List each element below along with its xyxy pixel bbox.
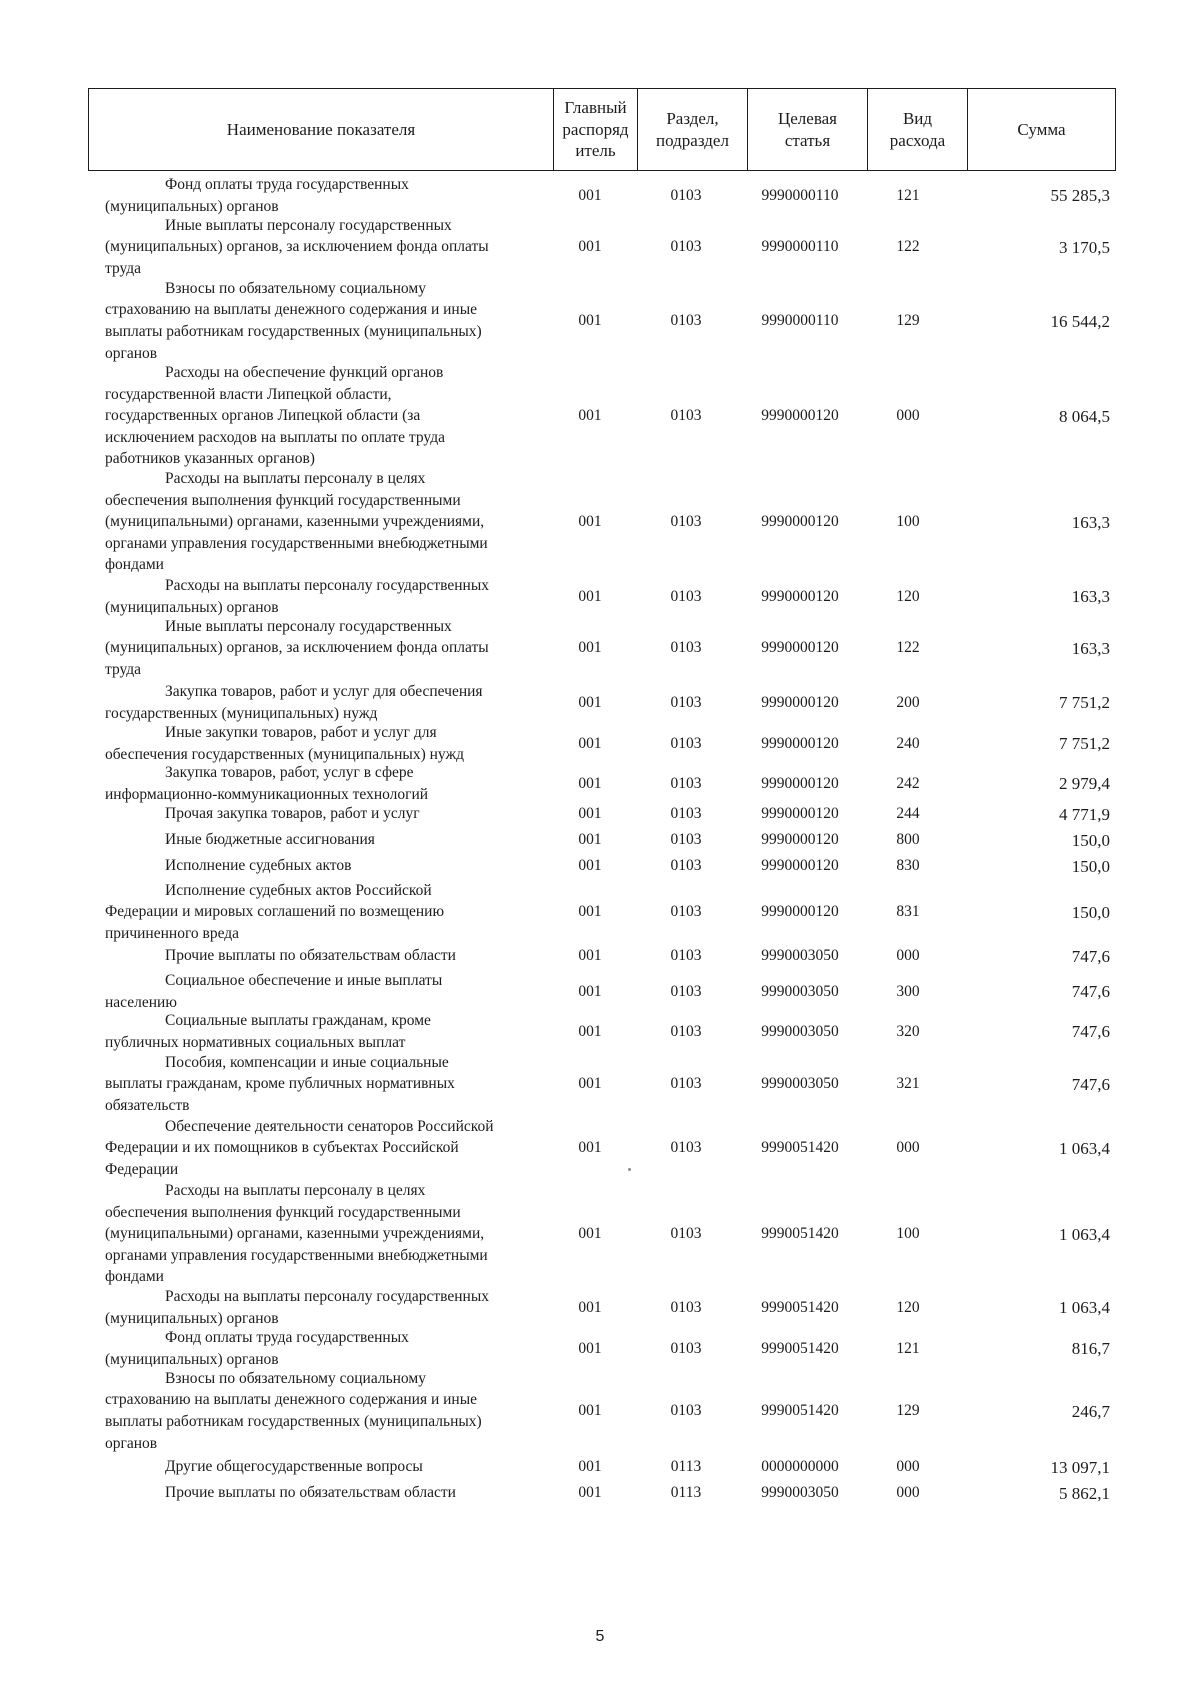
row-name-line: Иные бюджетные ассигнования (165, 831, 375, 849)
row-name-line: населению (105, 993, 177, 1011)
admin-code: 001 (578, 947, 602, 965)
admin-code: 001 (578, 1139, 602, 1157)
section-code: 0103 (670, 186, 702, 204)
amount: 16 544,2 (1050, 311, 1110, 331)
row-name-line: Взносы по обязательному социальному (165, 279, 426, 297)
row-name (105, 616, 540, 681)
row-name-line: Фонд оплаты труда государственных (165, 175, 409, 193)
admin-code: 001 (578, 1075, 602, 1093)
amount: 1 063,4 (1059, 1138, 1110, 1158)
admin-code: 001 (578, 513, 602, 531)
amount: 13 097,1 (1050, 1457, 1110, 1477)
table-row (0, 722, 1200, 765)
admin-code: 001 (578, 903, 602, 921)
row-name-line: Федерации и их помощников в субъектах Российской (105, 1139, 459, 1157)
table-row (0, 945, 1200, 967)
header-admin: Главный распоряд итель (553, 89, 637, 170)
row-name (105, 468, 540, 576)
table-row (0, 616, 1200, 680)
row-name-line: органов (105, 344, 158, 362)
row-name-line: Пособия, компенсации и иные социальные (165, 1053, 449, 1071)
row-name (105, 278, 540, 364)
table-row (0, 1368, 1200, 1454)
admin-code: 001 (578, 587, 602, 605)
row-name (105, 1010, 540, 1053)
table-row (0, 1010, 1200, 1053)
table-row (0, 174, 1200, 217)
row-name-line: (муниципальных) органов, за исключением фонда оплаты (105, 238, 489, 256)
section-code: 0103 (670, 693, 702, 711)
row-name-line: причиненного вреда (105, 924, 240, 942)
row-name-line: Другие общегосударственные вопросы (165, 1458, 423, 1476)
amount: 150,0 (1071, 856, 1110, 876)
row-name-line: Исполнение судебных актов Российской (165, 881, 432, 899)
section-code: 0113 (670, 1484, 702, 1502)
row-name-line: труда (105, 259, 142, 277)
header-sum: Сумма (967, 89, 1115, 170)
amount: 1 063,4 (1059, 1298, 1110, 1317)
row-name-line: Социальные выплаты гражданам, кроме (165, 1011, 431, 1029)
section-code: 0103 (670, 1225, 702, 1243)
table-row (0, 762, 1200, 805)
row-name (105, 1286, 540, 1329)
target-code: 9990000120 (761, 734, 839, 752)
target-code: 9990051420 (761, 1402, 839, 1420)
target-code: 9990051420 (761, 1225, 839, 1243)
section-code: 0103 (670, 734, 702, 752)
row-name-line: органами управления государственными внебюджетными (105, 1246, 488, 1264)
row-name-line: (муниципальных) органов (105, 1350, 279, 1368)
target-code: 9990000120 (761, 513, 839, 531)
row-name (105, 1482, 540, 1504)
amount: 747,6 (1071, 982, 1110, 1001)
row-name-line: (муниципальными) органами, казенными учреждениями, (105, 513, 485, 531)
section-code: 0103 (670, 1339, 702, 1357)
type-code: 129 (896, 1402, 920, 1420)
table-row (0, 1286, 1200, 1329)
target-code: 9990003050 (761, 1075, 839, 1093)
admin-code: 001 (578, 1022, 602, 1040)
amount: 5 862,1 (1059, 1483, 1110, 1503)
table-row (0, 575, 1200, 618)
type-code: 200 (896, 693, 920, 711)
target-code: 0000000000 (761, 1458, 839, 1476)
row-name (105, 722, 540, 765)
admin-code: 001 (578, 857, 602, 875)
section-code: 0103 (670, 1298, 702, 1316)
admin-code: 001 (578, 1339, 602, 1357)
type-code: 120 (896, 587, 920, 605)
row-name-line: Обеспечение деятельности сенаторов Российской (165, 1117, 494, 1135)
target-code: 9990000120 (761, 587, 839, 605)
amount: 7 751,2 (1059, 693, 1110, 712)
type-code: 320 (896, 1022, 920, 1040)
admin-code: 001 (578, 407, 602, 425)
row-name-line: (муниципальными) органами, казенными учреждениями, (105, 1225, 485, 1243)
row-name-line: органами управления государственными внебюджетными (105, 534, 488, 552)
header-section: Раздел, подраздел (637, 89, 747, 170)
target-code: 9990000120 (761, 407, 839, 425)
section-code: 0103 (670, 407, 702, 425)
row-name (105, 945, 540, 967)
amount: 3 170,5 (1059, 237, 1110, 257)
target-code: 9990000120 (761, 693, 839, 711)
type-code: 100 (896, 1225, 920, 1243)
row-name-line: Иные выплаты персоналу государственных (165, 216, 452, 234)
row-name (105, 970, 540, 1013)
target-code: 9990000120 (761, 903, 839, 921)
table-row (0, 803, 1200, 825)
row-name-line: государственной власти Липецкой области, (105, 385, 392, 403)
type-code: 242 (896, 774, 920, 792)
row-name-line: Федерации (105, 1160, 179, 1178)
row-name (105, 1368, 540, 1454)
table-row (0, 880, 1200, 944)
admin-code: 001 (578, 805, 602, 823)
admin-code: 001 (578, 312, 602, 330)
admin-code: 001 (578, 774, 602, 792)
table-row (0, 1116, 1200, 1180)
row-name-line: Фонд оплаты труда государственных (165, 1328, 409, 1346)
target-code: 9990000110 (761, 312, 839, 330)
section-code: 0103 (670, 805, 702, 823)
admin-code: 001 (578, 693, 602, 711)
target-code: 9990000120 (761, 774, 839, 792)
row-name (105, 575, 540, 618)
row-name-line: Расходы на выплаты персоналу в целях (165, 470, 426, 487)
type-code: 120 (896, 1298, 920, 1316)
admin-code: 001 (578, 982, 602, 1000)
row-name-line: страхованию на выплаты денежного содержания и иные (105, 301, 477, 319)
row-name-line: Взносы по обязательному социальному (165, 1369, 426, 1387)
table-row (0, 468, 1200, 576)
target-code: 9990000120 (761, 831, 839, 849)
type-code: 000 (896, 1484, 920, 1502)
header-name: Наименование показателя (226, 119, 416, 139)
section-code: 0103 (670, 857, 702, 875)
table-row (0, 278, 1200, 364)
table-row (0, 1482, 1200, 1504)
section-code: 0103 (670, 238, 702, 256)
row-name-line: органов (105, 1434, 158, 1452)
row-name-line: Прочие выплаты по обязательствам области (165, 1484, 456, 1502)
row-name-line: (муниципальных) органов (105, 598, 279, 616)
row-name (105, 1116, 540, 1181)
admin-code: 001 (578, 1225, 602, 1243)
target-code: 9990003050 (761, 1484, 839, 1502)
row-name-line: фондами (105, 556, 164, 574)
row-name-line: Закупка товаров, работ и услуг для обеспечения (165, 682, 483, 700)
target-code: 9990000110 (761, 238, 839, 256)
row-name-line: (муниципальных) органов, за исключением фонда оплаты (105, 639, 489, 657)
amount: 747,6 (1071, 1022, 1110, 1041)
amount: 1 063,4 (1059, 1224, 1110, 1244)
section-code: 0103 (670, 587, 702, 605)
admin-code: 001 (578, 1402, 602, 1420)
amount: 150,0 (1071, 902, 1110, 922)
row-name-line: работников указанных органов) (105, 450, 315, 468)
row-name-line: выплаты гражданам, кроме публичных нормативных (105, 1075, 455, 1093)
table-row (0, 855, 1200, 877)
section-code: 0113 (670, 1458, 702, 1476)
row-name-line: (муниципальных) органов (105, 197, 279, 215)
header-type: Вид расхода (867, 89, 967, 170)
row-name (105, 174, 540, 217)
row-name-line: Федерации и мировых соглашений по возмещению (105, 903, 445, 921)
row-name-line: Прочая закупка товаров, работ и услуг (165, 805, 420, 823)
target-code: 9990000110 (761, 186, 839, 204)
row-name-line: публичных нормативных социальных выплат (105, 1033, 406, 1051)
amount: 55 285,3 (1050, 186, 1110, 205)
target-code: 9990051420 (761, 1139, 839, 1157)
row-name-line: обеспечения выполнения функций государственными (105, 1203, 461, 1221)
row-name (105, 681, 540, 724)
row-name-line: выплаты работникам государственных (муниципальных) (105, 323, 482, 340)
row-name (105, 215, 540, 280)
table-row (0, 215, 1200, 279)
amount: 747,6 (1071, 946, 1110, 966)
admin-code: 001 (578, 186, 602, 204)
row-name (105, 1052, 540, 1117)
row-name-line: Расходы на выплаты персоналу в целях (165, 1182, 426, 1199)
page-number: 5 (595, 1628, 605, 1645)
target-code: 9990051420 (761, 1339, 839, 1357)
row-name (105, 1327, 540, 1370)
type-code: 831 (896, 903, 920, 921)
table-row (0, 1327, 1200, 1370)
target-code: 9990003050 (761, 1022, 839, 1040)
row-name-line: Расходы на обеспечение функций органов (165, 364, 444, 381)
type-code: 122 (896, 238, 920, 256)
table-row (0, 1456, 1200, 1478)
target-code: 9990000120 (761, 639, 839, 657)
type-code: 000 (896, 1458, 920, 1476)
type-code: 000 (896, 407, 920, 425)
section-code: 0103 (670, 1139, 702, 1157)
table-row (0, 681, 1200, 724)
row-name (105, 1180, 540, 1288)
row-name-line: государственных органов Липецкой области (за (105, 407, 421, 425)
admin-code: 001 (578, 1298, 602, 1316)
table-row (0, 1180, 1200, 1288)
section-code: 0103 (670, 1022, 702, 1040)
type-code: 122 (896, 639, 920, 657)
row-name-line: исключением расходов на выплаты по оплате труда (105, 428, 445, 446)
type-code: 000 (896, 947, 920, 965)
row-name-line: фондами (105, 1268, 164, 1286)
amount: 7 751,2 (1059, 734, 1110, 753)
row-name-line: информационно-коммуникационных технологий (105, 785, 429, 803)
target-code: 9990003050 (761, 982, 839, 1000)
row-name (105, 855, 540, 877)
type-code: 830 (896, 857, 920, 875)
section-code: 0103 (670, 639, 702, 657)
row-name-line: обеспечения выполнения функций государственными (105, 491, 461, 509)
section-code: 0103 (670, 831, 702, 849)
type-code: 800 (896, 831, 920, 849)
row-name (105, 362, 540, 470)
admin-code: 001 (578, 639, 602, 657)
target-code: 9990000120 (761, 857, 839, 875)
amount: 163,3 (1071, 512, 1110, 532)
table-row (0, 1052, 1200, 1116)
type-code: 121 (896, 1339, 920, 1357)
row-name-line: Иные выплаты персоналу государственных (165, 617, 452, 635)
row-name-line: Расходы на выплаты персоналу государственных (165, 576, 489, 594)
row-name-line: страхованию на выплаты денежного содержания и иные (105, 1391, 477, 1409)
amount: 163,3 (1071, 587, 1110, 606)
type-code: 244 (896, 805, 920, 823)
type-code: 000 (896, 1139, 920, 1157)
row-name-line: труда (105, 660, 142, 678)
row-name-line: государственных (муниципальных) нужд (105, 704, 378, 722)
type-code: 240 (896, 734, 920, 752)
row-name-line: выплаты работникам государственных (муниципальных) (105, 1413, 482, 1430)
section-code: 0103 (670, 947, 702, 965)
section-code: 0103 (670, 1075, 702, 1093)
target-code: 9990051420 (761, 1298, 839, 1316)
admin-code: 001 (578, 1484, 602, 1502)
table-row (0, 970, 1200, 1013)
type-code: 121 (896, 186, 920, 204)
row-name (105, 762, 540, 805)
admin-code: 001 (578, 734, 602, 752)
table-row (0, 829, 1200, 851)
admin-code: 001 (578, 831, 602, 849)
section-code: 0103 (670, 774, 702, 792)
table-row (0, 362, 1200, 470)
row-name-line: обязательств (105, 1096, 190, 1114)
row-name (105, 880, 540, 945)
scan-speck (628, 1168, 631, 1171)
amount: 163,3 (1071, 638, 1110, 658)
admin-code: 001 (578, 1458, 602, 1476)
target-code: 9990000120 (761, 805, 839, 823)
section-code: 0103 (670, 1402, 702, 1420)
section-code: 0103 (670, 982, 702, 1000)
amount: 246,7 (1071, 1401, 1110, 1421)
amount: 4 771,9 (1059, 804, 1110, 824)
row-name (105, 803, 540, 825)
type-code: 300 (896, 982, 920, 1000)
type-code: 100 (896, 513, 920, 531)
amount: 150,0 (1071, 830, 1110, 850)
row-name (105, 1456, 540, 1478)
row-name (105, 829, 540, 851)
row-name-line: Исполнение судебных актов (165, 857, 352, 875)
section-code: 0103 (670, 312, 702, 330)
section-code: 0103 (670, 513, 702, 531)
admin-code: 001 (578, 238, 602, 256)
amount: 747,6 (1071, 1074, 1110, 1094)
row-name-line: Расходы на выплаты персоналу государственных (165, 1287, 489, 1305)
amount: 816,7 (1071, 1339, 1110, 1358)
row-name-line: Иные закупки товаров, работ и услуг для (165, 723, 437, 741)
type-code: 321 (896, 1075, 920, 1093)
row-name-line: Прочие выплаты по обязательствам области (165, 947, 456, 965)
row-name-line: обеспечения государственных (муниципальных) нужд (105, 745, 465, 763)
row-name-line: (муниципальных) органов (105, 1309, 279, 1327)
header-target: Целевая статья (747, 89, 867, 170)
type-code: 129 (896, 312, 920, 330)
row-name-line: Закупка товаров, работ, услуг в сфере (165, 763, 414, 781)
amount: 8 064,5 (1059, 406, 1110, 426)
section-code: 0103 (670, 903, 702, 921)
row-name-line: Социальное обеспечение и иные выплаты (165, 971, 443, 989)
amount: 2 979,4 (1059, 774, 1110, 793)
target-code: 9990003050 (761, 947, 839, 965)
